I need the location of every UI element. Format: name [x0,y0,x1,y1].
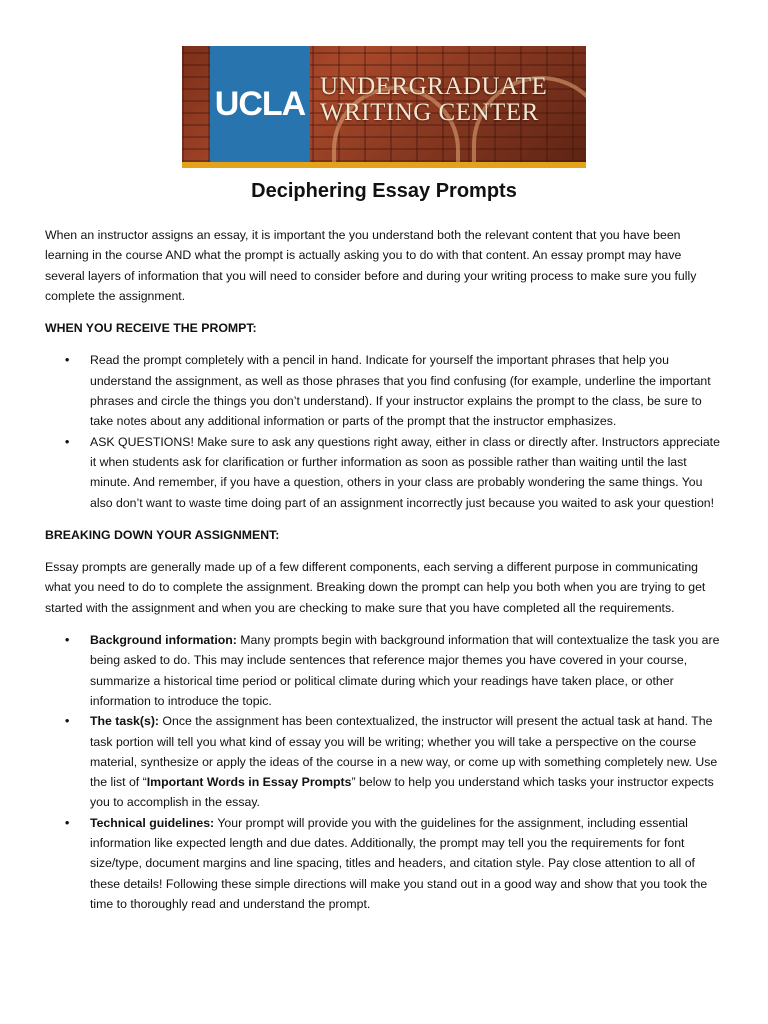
list-item [90,630,723,711]
list-item: • Read the prompt completely with a pencil in hand. Indicate for yourself the important phrases that help you understand the assignment, as well as those phrases that you find confusing (for example, underline the important phrases and circle the things you don’t understand). If your instructor explains the prompt to the class, be sure to take notes about any additional information or parts of the prompt that the instructor emphasizes. [90,350,723,431]
list-item [90,711,723,812]
intro-paragraph: When an instructor assigns an essay, it is important the you understand both the relevant content that you have been learning in the course AND what the prompt is actually asking you to do with that content. An essay prompt may have several layers of information that you will need to consider before and during your writing process to make sure you fully complete the assignment. [45,228,697,303]
term-label: Technical guidelines: [90,815,215,830]
section-heading-receive: WHEN YOU RECEIVE THE PROMPT: [45,321,257,336]
term-description-end: ” below to help you understand which tasks your instructor expects you to accomplish in the essay. [90,775,714,810]
term-description: Once the assignment has been contextualized, the instructor will present the actual task at hand. The task portion will tell you what kind of essay you will be writing; whether you will take a perspective on the course material, synthesize or apply the ideas of the course in a new way, or come up with something completely new. Use the list of “ [90,714,718,790]
term-label: The task(s): [90,714,160,729]
term-description: Your prompt will provide you with the guidelines for the assignment, including essential information like expected length and due dates. Additionally, the prompt may tell you the requirements for font size/type, document margins and line spacing, titles and headers, and citation style. Pay close attention to all of these details! Following these simple directions will make you stand out in a good way and show that you took the time to thoroughly read and understand the prompt. [90,815,708,911]
term-label: Background information: [90,633,237,648]
header-banner [182,46,586,168]
writing-center-name [320,74,580,126]
ucla-logo-text: UCLA [214,84,306,123]
list-item: • ASK QUESTIONS! Make sure to ask any questions right away, either in class or directly after. Instructors appreciate it when students ask for clarification or further information as soon as possible rather than waiting until the last minute. And remember, if you have a question, others in your class are probably wondering the same things. You also don’t want to waste time doing part of an assignment incorrectly just because you waited to ask your question! [90,432,723,513]
section-heading-breaking-down: BREAKING DOWN YOUR ASSIGNMENT: [45,527,280,542]
page-title: Deciphering Essay Prompts [251,180,517,202]
ucla-logo [210,46,310,162]
components-list [45,630,723,914]
writing-center-line2: WRITING CENTER [320,99,539,126]
document-body [45,225,723,926]
term-description: Many prompts begin with background information that will contextualize the task you are being asked to do. This may include sentences that reference major themes you have covered in your course, summarize a historical time period or political climate during which your readings have taken place, or other information to introduce the topic. [90,633,720,708]
list-item [90,813,723,914]
writing-center-line1: UNDERGRADUATE [320,73,548,100]
receive-list [45,350,723,512]
important-words-reference: Important Words in Essay Prompts [146,775,352,790]
breaking-down-paragraph: Essay prompts are generally made up of a few different components, each serving a different purpose in communicating what you need to do to complete the assignment. Breaking down the prompt can help you both when you are trying to get started with the assignment and when you are checking to make sure that you have completed all the requirements. [45,560,706,615]
